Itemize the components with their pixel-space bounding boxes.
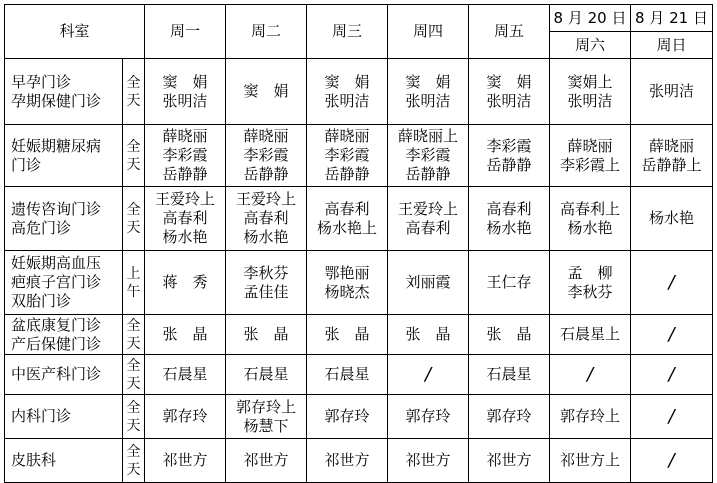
schedule-cell (469, 355, 550, 395)
period-cell (123, 187, 145, 251)
schedule-cell (388, 395, 469, 439)
dept-name-line: 中医产科门诊 (11, 365, 102, 383)
doctor-name: 岳静静 (243, 165, 289, 183)
day-header-fri: 周五 (469, 5, 550, 59)
period-char: 天 (126, 219, 141, 236)
doctor-name: 杨水艳 (162, 228, 208, 246)
date-header-sun: 8 月 21 日 (631, 5, 713, 32)
no-service-mark: / (668, 324, 675, 345)
schedule-cell (631, 315, 713, 355)
day-header-wed: 周三 (307, 5, 388, 59)
schedule-cell (550, 395, 631, 439)
schedule-cell (145, 315, 226, 355)
doctor-name: 窦娟上 (567, 72, 613, 91)
doctor-name: 窦 娟 (162, 72, 208, 91)
period-char: 天 (126, 156, 141, 173)
dept-name-line: 妊娠期糖尿病 (11, 136, 102, 155)
table-row (5, 315, 713, 355)
schedule-cell (631, 395, 713, 439)
schedule-cell (307, 187, 388, 251)
doctor-name: 石晨星 (324, 365, 370, 383)
period-char: 全 (126, 74, 141, 91)
schedule-cell (469, 187, 550, 251)
schedule-cell (226, 439, 307, 483)
doctor-name: 张明洁 (405, 91, 451, 110)
dept-name-line: 妊娠期高血压 (11, 254, 102, 272)
doctor-name: 张明洁 (649, 82, 695, 100)
doctor-name: 李彩霞 (486, 136, 532, 155)
dept-name-line: 孕期保健门诊 (11, 91, 102, 110)
schedule-cell (388, 187, 469, 251)
dept-name-line: 内科门诊 (11, 407, 72, 425)
schedule-cell (226, 251, 307, 315)
schedule-cell (145, 187, 226, 251)
period-char: 天 (126, 375, 141, 392)
table-row (5, 125, 713, 187)
dept-name-line: 产后保健门诊 (11, 334, 102, 353)
schedule-cell (307, 355, 388, 395)
period-cell (123, 125, 145, 187)
schedule-cell (469, 315, 550, 355)
doctor-name: 王爱玲上 (398, 199, 459, 218)
period-char: 天 (126, 417, 141, 434)
doctor-name: 薛晓丽上 (398, 127, 459, 145)
doctor-name: 岳静静 (486, 155, 532, 174)
schedule-cell (631, 355, 713, 395)
doctor-name: 杨晓杰 (324, 282, 370, 301)
dept-name-cell (5, 439, 123, 483)
doctor-name: 杨水艳 (567, 218, 613, 237)
doctor-name: 薛晓丽 (243, 127, 289, 145)
dept-header: 科室 (5, 5, 145, 59)
doctor-name: 石晨星上 (560, 325, 621, 343)
period-char: 天 (126, 461, 141, 478)
doctor-name: 张 晶 (486, 325, 532, 343)
doctor-name: 郭存玲 (324, 407, 370, 425)
doctor-name: 张 晶 (162, 325, 208, 343)
period-char: 全 (126, 357, 141, 374)
doctor-name: 窦 娟 (405, 72, 451, 91)
period-char: 全 (126, 317, 141, 334)
doctor-name: 王爱玲上 (155, 190, 216, 208)
doctor-name: 李秋芬 (567, 282, 613, 301)
schedule-cell (550, 187, 631, 251)
schedule-cell (307, 315, 388, 355)
table-row (5, 251, 713, 315)
doctor-name: 高春利 (405, 218, 451, 237)
date-header-sat: 8 月 20 日 (550, 5, 631, 32)
schedule-cell (226, 355, 307, 395)
doctor-name: 李彩霞 (243, 146, 289, 164)
period-cell (123, 355, 145, 395)
day-header-sun: 周日 (631, 32, 713, 59)
doctor-name: 杨慧下 (243, 416, 289, 435)
doctor-name: 石晨星 (486, 365, 532, 383)
doctor-name: 李彩霞 (324, 146, 370, 164)
doctor-name: 杨水艳 (243, 228, 289, 246)
header-row (5, 5, 713, 32)
doctor-name: 李彩霞 (162, 146, 208, 164)
schedule-cell (307, 395, 388, 439)
doctor-name: 窦 娟 (486, 72, 532, 91)
schedule-cell (226, 187, 307, 251)
doctor-name: 高春利 (486, 199, 532, 218)
doctor-name: 郭存玲上 (560, 407, 621, 425)
schedule-cell (550, 315, 631, 355)
doctor-name: 张 晶 (405, 325, 451, 343)
dept-name-line: 早孕门诊 (11, 72, 72, 91)
dept-name-cell (5, 251, 123, 315)
schedule-cell (550, 251, 631, 315)
doctor-name: 窦 娟 (324, 72, 370, 91)
schedule-cell (145, 395, 226, 439)
dept-name-cell (5, 395, 123, 439)
doctor-name: 高春利 (243, 209, 289, 227)
doctor-name: 郭存玲 (405, 407, 451, 425)
schedule-cell (388, 355, 469, 395)
dept-name-line: 双胎门诊 (11, 292, 72, 310)
doctor-name: 郭存玲 (486, 407, 532, 425)
doctor-name: 张明洁 (324, 91, 370, 110)
doctor-name: 高春利上 (560, 199, 621, 218)
doctor-name: 岳静静 (405, 165, 451, 183)
schedule-cell (307, 439, 388, 483)
doctor-name: 刘丽霞 (405, 273, 451, 291)
doctor-name: 李彩霞上 (560, 155, 621, 174)
table-row (5, 59, 713, 125)
dept-name-cell (5, 315, 123, 355)
schedule-cell (469, 251, 550, 315)
schedule-cell (307, 251, 388, 315)
doctor-name: 岳静静上 (641, 155, 702, 174)
schedule-table (4, 4, 713, 483)
doctor-name: 祁世方上 (560, 451, 621, 469)
schedule-cell (388, 59, 469, 125)
doctor-name: 杨水艳 (649, 209, 695, 227)
doctor-name: 张 晶 (324, 325, 370, 343)
period-cell (123, 59, 145, 125)
no-service-mark: / (424, 364, 432, 385)
schedule-cell (226, 59, 307, 125)
schedule-cell (145, 59, 226, 125)
dept-name-line: 皮肤科 (11, 451, 57, 469)
doctor-name: 郭存玲 (162, 407, 208, 425)
period-cell (123, 315, 145, 355)
schedule-cell (631, 59, 713, 125)
schedule-cell (469, 395, 550, 439)
doctor-name: 祁世方 (324, 451, 370, 469)
doctor-name: 杨水艳上 (317, 218, 378, 237)
schedule-cell (388, 125, 469, 187)
dept-name-line: 遗传咨询门诊 (11, 199, 102, 218)
doctor-name: 薛晓丽 (324, 127, 370, 145)
no-service-mark: / (586, 364, 594, 385)
schedule-cell (307, 59, 388, 125)
schedule-cell (226, 125, 307, 187)
period-char: 天 (126, 92, 141, 109)
doctor-name: 薛晓丽 (567, 136, 613, 155)
doctor-name: 岳静静 (324, 165, 370, 183)
no-service-mark: / (668, 450, 675, 471)
schedule-cell (550, 355, 631, 395)
period-char: 午 (126, 283, 141, 300)
doctor-name: 孟 柳 (567, 263, 613, 282)
doctor-name: 张明洁 (486, 91, 532, 110)
schedule-cell (469, 125, 550, 187)
doctor-name: 石晨星 (162, 365, 208, 383)
doctor-name: 薛晓丽 (162, 127, 208, 145)
schedule-cell (550, 59, 631, 125)
schedule-cell (226, 315, 307, 355)
period-char: 全 (126, 138, 141, 155)
period-char: 全 (126, 201, 141, 218)
schedule-cell (307, 125, 388, 187)
period-char: 全 (126, 443, 141, 460)
table-row (5, 395, 713, 439)
day-header-mon: 周一 (145, 5, 226, 59)
doctor-name: 窦 娟 (243, 82, 289, 100)
schedule-cell (631, 439, 713, 483)
schedule-cell (145, 439, 226, 483)
day-header-thu: 周四 (388, 5, 469, 59)
doctor-name: 岳静静 (162, 165, 208, 183)
doctor-name: 张 晶 (243, 325, 289, 343)
schedule-cell (550, 125, 631, 187)
period-char: 天 (126, 335, 141, 352)
table-row (5, 439, 713, 483)
table-row (5, 355, 713, 395)
schedule-cell (469, 59, 550, 125)
no-service-mark: / (668, 406, 675, 427)
schedule-cell (226, 395, 307, 439)
doctor-name: 孟佳佳 (243, 282, 289, 301)
period-char: 全 (126, 399, 141, 416)
day-header-tue: 周二 (226, 5, 307, 59)
period-char: 上 (126, 265, 141, 282)
period-cell (123, 251, 145, 315)
doctor-name: 鄂艳丽 (324, 263, 370, 282)
doctor-name: 祁世方 (243, 451, 289, 469)
doctor-name: 李彩霞 (405, 146, 451, 164)
schedule-cell (631, 187, 713, 251)
dept-name-line: 盆底康复门诊 (11, 315, 102, 334)
schedule-cell (631, 125, 713, 187)
schedule-cell (388, 251, 469, 315)
doctor-name: 杨水艳 (486, 218, 532, 237)
dept-name-line: 疤痕子宫门诊 (11, 273, 102, 291)
dept-name-line: 门诊 (11, 155, 42, 174)
day-header-sat: 周六 (550, 32, 631, 59)
table-row (5, 187, 713, 251)
doctor-name: 郭存玲上 (236, 397, 297, 416)
schedule-cell (550, 439, 631, 483)
doctor-name: 祁世方 (486, 451, 532, 469)
doctor-name: 张明洁 (162, 91, 208, 110)
schedule-cell (631, 251, 713, 315)
schedule-cell (388, 439, 469, 483)
schedule-cell (145, 251, 226, 315)
doctor-name: 薛晓丽 (649, 136, 695, 155)
doctor-name: 祁世方 (405, 451, 451, 469)
doctor-name: 张明洁 (567, 91, 613, 110)
doctor-name: 王爱玲上 (236, 190, 297, 208)
schedule-cell (145, 355, 226, 395)
schedule-cell (145, 125, 226, 187)
dept-name-cell (5, 187, 123, 251)
dept-name-line: 高危门诊 (11, 218, 72, 237)
no-service-mark: / (668, 364, 675, 385)
dept-name-cell (5, 125, 123, 187)
period-cell (123, 395, 145, 439)
doctor-name: 祁世方 (162, 451, 208, 469)
dept-name-cell (5, 355, 123, 395)
no-service-mark: / (668, 272, 675, 293)
dept-name-cell (5, 59, 123, 125)
period-cell (123, 439, 145, 483)
schedule-body (5, 5, 713, 483)
doctor-name: 李秋芬 (243, 263, 289, 282)
doctor-name: 王仁存 (486, 273, 532, 291)
schedule-cell (469, 439, 550, 483)
doctor-name: 蒋 秀 (162, 273, 208, 291)
doctor-name: 石晨星 (243, 365, 289, 383)
doctor-name: 高春利 (162, 209, 208, 227)
doctor-name: 高春利 (324, 199, 370, 218)
schedule-cell (388, 315, 469, 355)
